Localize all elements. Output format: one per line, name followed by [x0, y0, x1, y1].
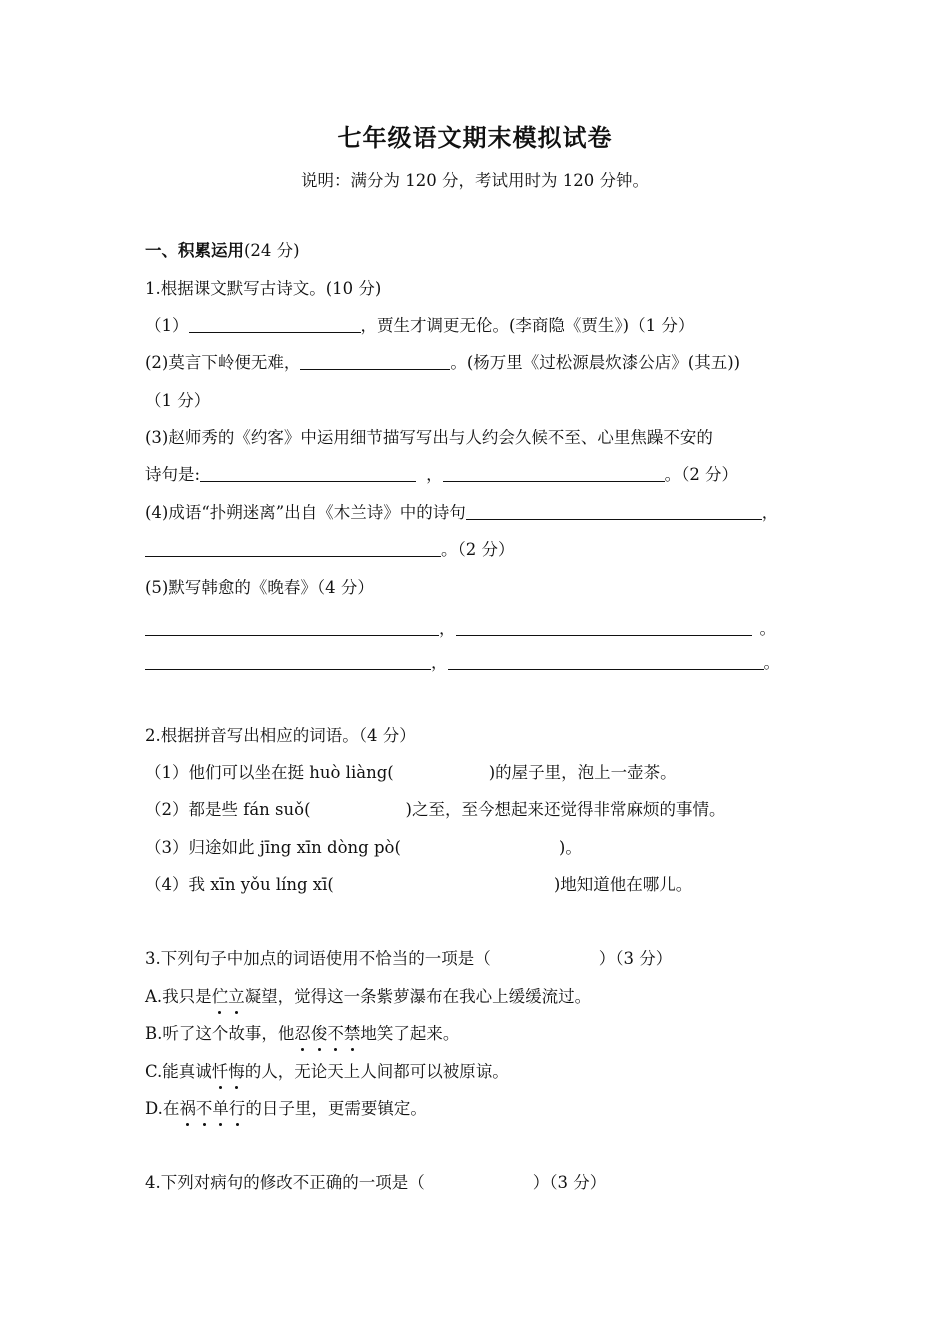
q1-part4: (4)成语“扑朔迷离”出自《木兰诗》中的诗句 ，	[145, 503, 779, 522]
q1-part2-score: （1 分）	[145, 391, 211, 410]
q4-stem: 4.下列对病句的修改不正确的一项是（ ）（3 分）	[145, 1173, 607, 1192]
answer-blank[interactable]	[145, 617, 439, 636]
q1-part5: (5)默写韩愈的《晚春》（4 分）	[145, 578, 374, 597]
answer-blank[interactable]	[448, 651, 764, 670]
q2-item: （2）都是些 fán suǒ( )之至，至今想起来还觉得非常麻烦的事情。	[145, 800, 726, 819]
exam-title: 七年级语文期末模拟试卷	[337, 123, 613, 152]
q1-part3: (3)赵师秀的《约客》中运用细节描写写出与人约会久候不至、心里焦躁不安的	[145, 428, 713, 447]
answer-blank[interactable]	[456, 617, 752, 636]
q1-part1: （1） ，贾生才调更无伦。(李商隐《贾生》)（1 分）	[145, 316, 695, 335]
answer-blank[interactable]	[300, 351, 450, 370]
q3-option-c[interactable]: C.能真诚忏悔的人，无论天上人间都可以被原谅。	[145, 1060, 509, 1084]
exam-instructions: 说明：满分为 120 分，考试用时为 120 分钟。	[301, 171, 649, 190]
q1-part5-line2: ， 。	[145, 651, 780, 675]
q1-part4-cont: 。（2 分）	[145, 538, 515, 562]
answer-blank[interactable]	[443, 463, 665, 482]
q2-item: （1）他们可以坐在挺 huò liàng( )的屋子里，泡上一壶茶。	[145, 763, 677, 782]
q3-stem: 3.下列句子中加点的词语使用不恰当的一项是（ ）（3 分）	[145, 949, 673, 968]
q2-item: （4）我 xīn yǒu líng xī( )地知道他在哪儿。	[145, 875, 693, 894]
section-score: (24 分)	[244, 241, 300, 260]
answer-blank[interactable]	[189, 314, 361, 333]
q1-part5-line1: ， 。	[145, 617, 776, 641]
answer-blank[interactable]	[200, 463, 416, 482]
section-heading	[145, 239, 300, 263]
answer-blank[interactable]	[145, 538, 441, 557]
q3-option-d[interactable]: D.在祸不单行的日子里，更需要镇定。	[145, 1097, 427, 1121]
q1-part3-cont: 诗句是: ， 。（2 分）	[145, 465, 739, 484]
q1-stem: 1.根据课文默写古诗文。(10 分)	[145, 279, 382, 298]
q3-option-b[interactable]: B.听了这个故事，他忍俊不禁地笑了起来。	[145, 1022, 459, 1046]
q3-option-a[interactable]: A.我只是伫立凝望，觉得这一条紫萝瀑布在我心上缓缓流过。	[145, 985, 591, 1009]
q2-stem: 2.根据拼音写出相应的词语。（4 分）	[145, 726, 416, 745]
answer-blank[interactable]	[466, 501, 762, 520]
answer-blank[interactable]	[145, 651, 431, 670]
q2-item: （3）归途如此 jīng xīn dòng pò( )。	[145, 838, 582, 857]
section-title: 一、积累运用	[145, 241, 244, 260]
q1-part2: (2)莫言下岭便无难， 。(杨万里《过松源晨炊漆公店》(其五))	[145, 353, 741, 372]
